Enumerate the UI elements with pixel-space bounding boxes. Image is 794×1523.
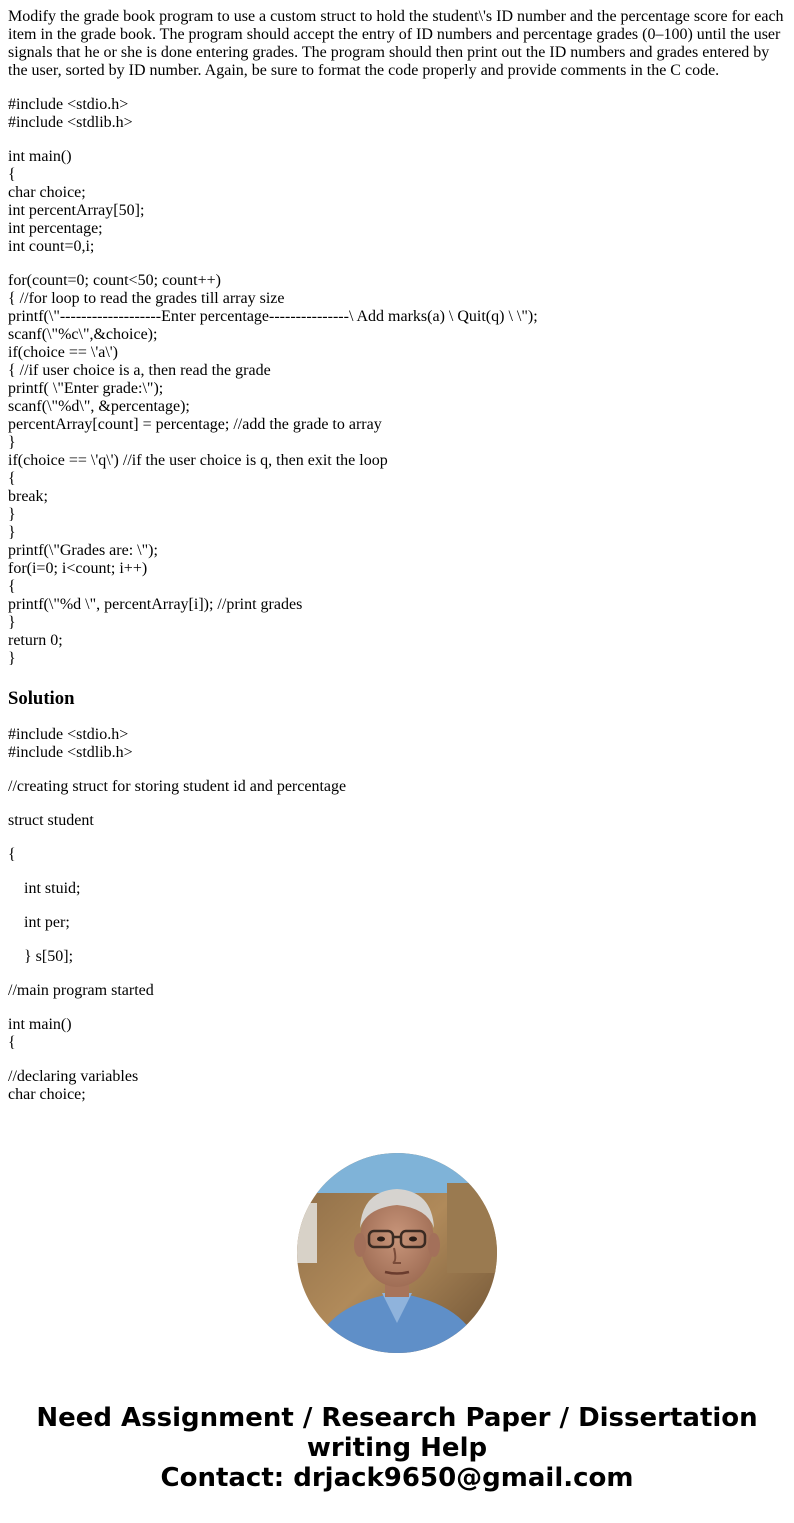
code-line: {: [8, 166, 16, 183]
code-block-loop: [8, 272, 786, 668]
code-line: char choice;: [8, 1086, 86, 1103]
code-line: {: [8, 1034, 16, 1051]
code-line: for(count=0; count<50; count++): [8, 272, 221, 289]
code-line: scanf(\"%d\", &percentage);: [8, 398, 190, 415]
code-line: }: [8, 650, 16, 667]
question-text: Modify the grade book program to use a custom struct to hold the student\'s ID number and the percentage score for each item in the grade book. The program should accept the entry of ID numbers and percentage grades (0–100) until the user signals that he or she is done entering grades. The program should then print out the ID numbers and grades entered by the user, sorted by ID number. Again, be sure to format the code properly and provide comments in the C code.: [8, 8, 784, 79]
code-line: return 0;: [8, 632, 63, 649]
code-line: #include <stdio.h>: [8, 726, 129, 743]
code-line: int count=0,i;: [8, 238, 95, 255]
code-block-declarations: [8, 148, 786, 256]
code-line: { //if user choice is a, then read the grade: [8, 362, 271, 379]
code-line: printf( \"Enter grade:\");: [8, 380, 164, 397]
code-line: }: [8, 434, 16, 451]
code-line: break;: [8, 488, 48, 505]
solution-includes: [8, 726, 786, 762]
code-line: //declaring variables: [8, 1068, 139, 1085]
code-line: if(choice == \'q\') //if the user choice is q, then exit the loop: [8, 452, 388, 469]
document-content: [8, 8, 786, 1120]
code-line: printf(\"-------------------Enter percentage---------------\ Add marks(a) \ Quit(q) \ \");: [8, 308, 538, 325]
tutor-avatar: [297, 1153, 497, 1353]
code-line: { //for loop to read the grades till array size: [8, 290, 285, 307]
code-line: int main(): [8, 1016, 72, 1033]
help-banner: [0, 1403, 794, 1493]
code-line: scanf(\"%c\",&choice);: [8, 326, 158, 343]
contact-line: Contact: drjack9650@gmail.com: [160, 1463, 634, 1493]
code-line: int percentArray[50];: [8, 202, 145, 219]
code-line: printf(\"Grades are: \");: [8, 542, 158, 559]
code-line: if(choice == \'a\'): [8, 344, 118, 361]
code-line: percentArray[count] = percentage; //add the grade to array: [8, 416, 382, 433]
help-line-1: Need Assignment / Research Paper / Dissertation: [36, 1403, 758, 1433]
solution-struct-open-brace: {: [8, 846, 16, 863]
solution-field-stuid: int stuid;: [24, 880, 81, 897]
solution-main-start: [8, 1016, 786, 1052]
solution-struct-comment: //creating struct for storing student id and percentage: [8, 778, 347, 795]
code-line: #include <stdio.h>: [8, 96, 129, 113]
code-line: }: [8, 614, 16, 631]
solution-heading: Solution: [8, 688, 75, 709]
code-line: printf(\"%d \", percentArray[i]); //print grades: [8, 596, 303, 613]
solution-variables: [8, 1068, 786, 1104]
code-line: }: [8, 524, 16, 541]
code-line: {: [8, 470, 16, 487]
code-line: for(i=0; i<count; i++): [8, 560, 148, 577]
tutor-portrait-image: [297, 1153, 497, 1353]
code-line: #include <stdlib.h>: [8, 114, 133, 131]
code-line: char choice;: [8, 184, 86, 201]
code-line: #include <stdlib.h>: [8, 744, 133, 761]
code-line: int main(): [8, 148, 72, 165]
solution-struct-close: } s[50];: [24, 948, 74, 965]
solution-main-comment: //main program started: [8, 982, 154, 999]
code-block-includes: [8, 96, 786, 132]
code-line: }: [8, 506, 16, 523]
solution-field-per: int per;: [24, 914, 70, 931]
solution-struct-declaration: struct student: [8, 812, 94, 829]
code-line: {: [8, 578, 16, 595]
code-line: int percentage;: [8, 220, 103, 237]
help-line-2: writing Help: [306, 1433, 488, 1463]
